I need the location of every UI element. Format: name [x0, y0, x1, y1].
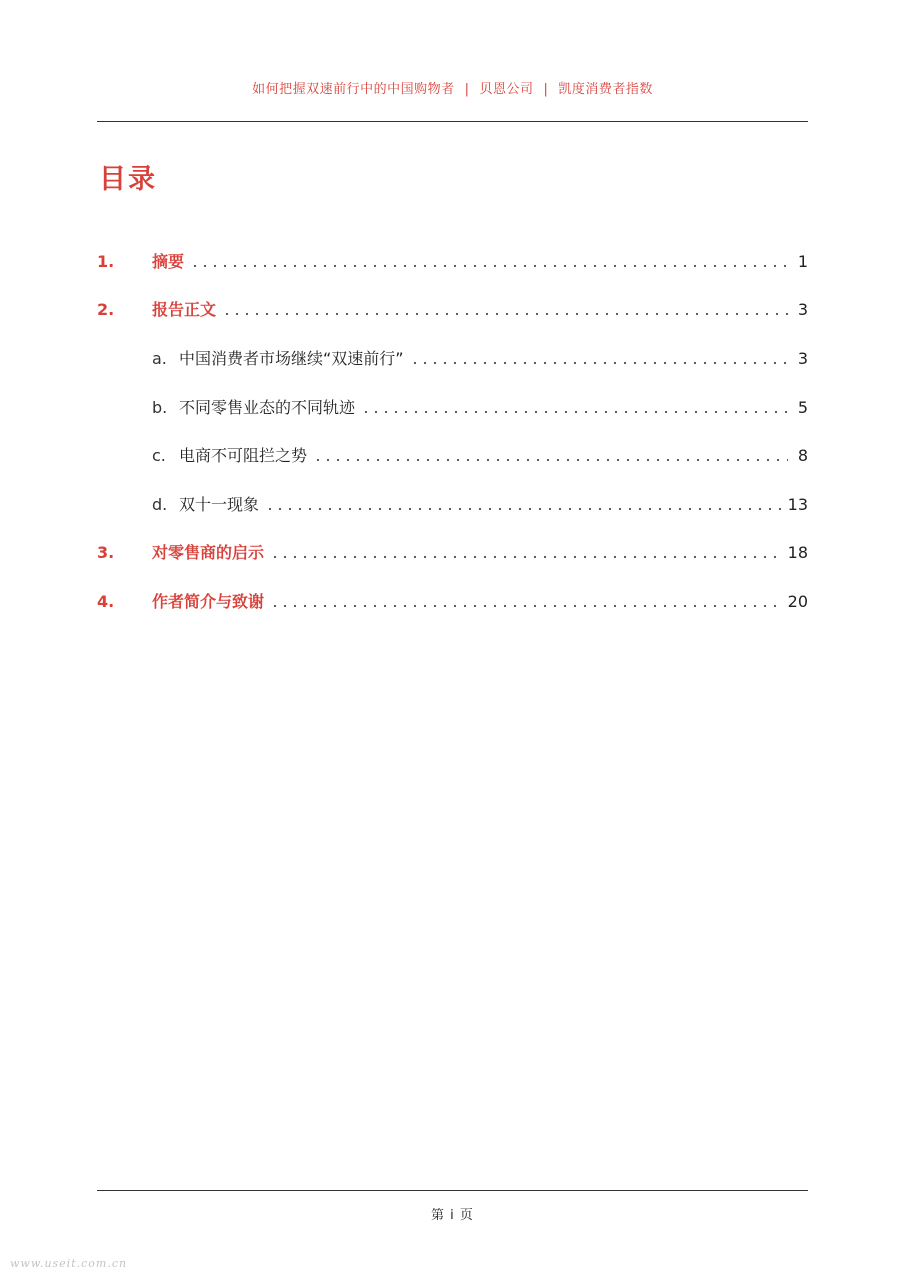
toc-entry-singles-day[interactable] — [97, 491, 808, 515]
toc-entry-label: 双十一现象 — [179, 495, 260, 514]
toc-entry-number: 3. — [97, 543, 115, 562]
toc-entry-summary[interactable] — [97, 248, 808, 272]
toc-entry-label: 摘要 — [152, 252, 185, 271]
toc-entry-page: 1 — [797, 252, 808, 271]
dot-leader — [222, 312, 788, 316]
toc-entry-label: 报告正文 — [152, 300, 217, 319]
toc-entry-number: d. — [152, 495, 168, 514]
toc-entry-ecommerce[interactable] — [97, 442, 808, 466]
header-separator: | — [543, 82, 549, 97]
header-divider — [97, 121, 808, 122]
toc-entry-label: 对零售商的启示 — [152, 543, 265, 562]
page-number: 第 i 页 — [431, 1208, 474, 1223]
dot-leader — [361, 410, 788, 414]
dot-leader — [313, 458, 788, 462]
toc-entry-dual-speed[interactable] — [97, 345, 808, 369]
toc-entry-page: 5 — [797, 398, 808, 417]
toc-entry-retail-formats[interactable] — [97, 394, 808, 418]
toc-entry-authors[interactable] — [97, 588, 808, 612]
dot-leader — [410, 361, 788, 365]
toc-entry-label: 中国消费者市场继续“双速前行” — [179, 349, 404, 368]
toc-entry-page: 18 — [787, 543, 808, 562]
dot-leader — [190, 264, 788, 268]
toc-entry-number: 4. — [97, 592, 115, 611]
header-report-title: 如何把握双速前行中的中国购物者 — [252, 82, 455, 97]
page-title: 目录 — [99, 164, 157, 195]
toc-entry-page: 13 — [787, 495, 808, 514]
toc-entry-label: 不同零售业态的不同轨迹 — [179, 398, 356, 417]
toc-entry-retailer-implications[interactable] — [97, 539, 808, 563]
toc-entry-number: 1. — [97, 252, 115, 271]
toc-entry-label: 电商不可阻拦之势 — [179, 446, 308, 465]
footer-divider — [97, 1190, 808, 1191]
toc-entry-label: 作者简介与致谢 — [152, 592, 265, 611]
toc-entry-page: 3 — [797, 300, 808, 319]
toc-entry-number: c. — [152, 446, 166, 465]
dot-leader — [270, 604, 782, 608]
header-separator: | — [464, 82, 470, 97]
toc-entry-page: 8 — [797, 446, 808, 465]
toc-entry-number: a. — [152, 349, 167, 368]
header-partner: 凯度消费者指数 — [558, 82, 653, 97]
running-header — [97, 78, 808, 97]
toc-entry-page: 20 — [787, 592, 808, 611]
toc-entry-number: 2. — [97, 300, 115, 319]
header-company: 贝恩公司 — [479, 82, 534, 97]
dot-leader — [265, 507, 782, 511]
toc-entry-report-body[interactable] — [97, 296, 808, 320]
dot-leader — [270, 555, 782, 559]
toc-entry-page: 3 — [797, 349, 808, 368]
watermark: www.useit.com.cn — [10, 1257, 128, 1270]
toc-entry-number: b. — [152, 398, 168, 417]
